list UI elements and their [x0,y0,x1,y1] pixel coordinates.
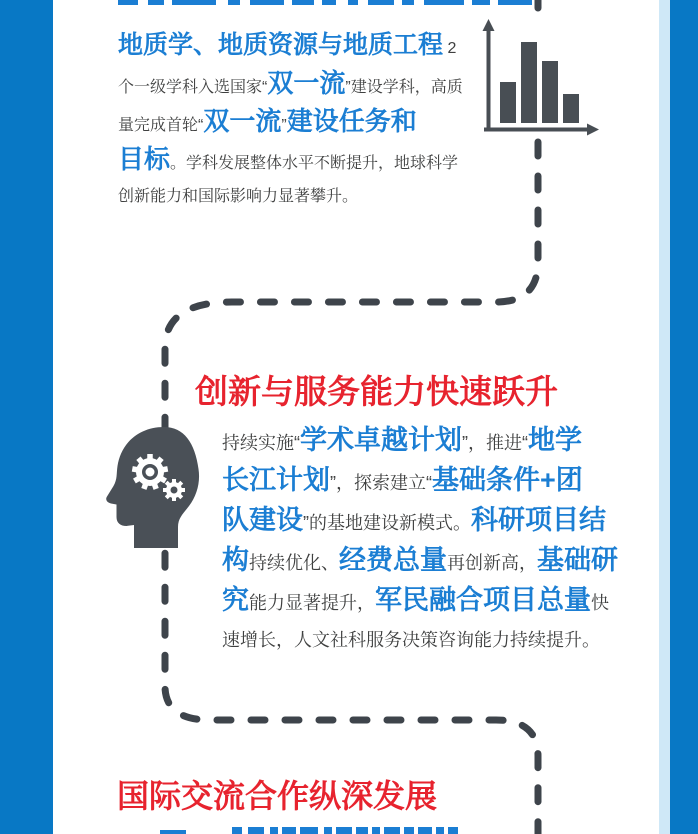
text-segment: ”，探索建立“ [330,473,432,493]
text-segment: 究 [222,585,249,615]
text-segment: 构 [222,545,249,575]
text-line [222,540,618,580]
text-segment: 经费总量 [339,545,447,575]
text-segment: 基础条件+团 [432,465,583,495]
text-segment: 长江计划 [222,465,330,495]
international-heading: 国际交流合作纵深发展 [117,778,438,814]
discipline-paragraph [118,26,463,216]
right-lightblue-strip [659,0,670,834]
text-segment: 双一流 [267,68,346,98]
text-segment: 量完成首轮“ [118,117,204,134]
text-line [222,620,618,660]
text-line [118,178,463,216]
text-segment: 双一流 [203,106,282,136]
text-segment: 军民融合项目总量 [375,585,591,615]
text-segment: 地学 [528,425,582,455]
text-line [222,500,618,540]
text-segment: 科研项目结 [471,505,606,535]
text-segment: 基础研 [537,545,618,575]
text-segment: 再创新高， [447,553,537,573]
text-line [118,26,463,64]
text-segment: 持续实施“ [222,433,300,453]
text-segment: 速增长，人文社科服务决策咨询能力持续提升。 [222,630,600,650]
gear-small-icon [163,479,185,501]
text-segment: 创新能力和国际影响力显著攀升。 [118,188,359,205]
text-segment: ”建设学科，高质 [345,79,463,96]
text-segment: 学术卓越计划 [300,425,462,455]
text-segment: 持续优化、 [249,553,339,573]
text-line [118,140,463,178]
head-gears-icon [104,424,204,552]
text-line [222,580,618,620]
text-segment: 2 [443,40,457,57]
text-segment: ”，推进“ [462,433,528,453]
text-segment: 快 [591,593,609,613]
text-line [118,64,463,102]
text-segment: 。学科发展整体水平不断提升，地球科学 [170,155,459,172]
innovation-heading: 创新与服务能力快速跃升 [195,373,558,410]
text-segment: 目标 [118,144,171,174]
text-segment: 个一级学科入选国家“ [118,79,268,96]
text-segment: 建设任务和 [286,106,417,136]
text-segment: ” [281,117,287,134]
right-blue-bar [670,0,698,834]
innovation-paragraph [222,420,618,660]
text-line [222,460,618,500]
bar-chart-icon [478,18,608,140]
text-segment: 队建设 [222,505,303,535]
text-segment: 能力显著提升， [249,593,375,613]
text-line [222,420,618,460]
text-line [118,102,463,140]
text-segment: 地质学、地质资源与地质工程 [118,31,444,59]
text-segment: ”的基地建设新模式。 [303,513,471,533]
left-blue-bar [0,0,53,834]
